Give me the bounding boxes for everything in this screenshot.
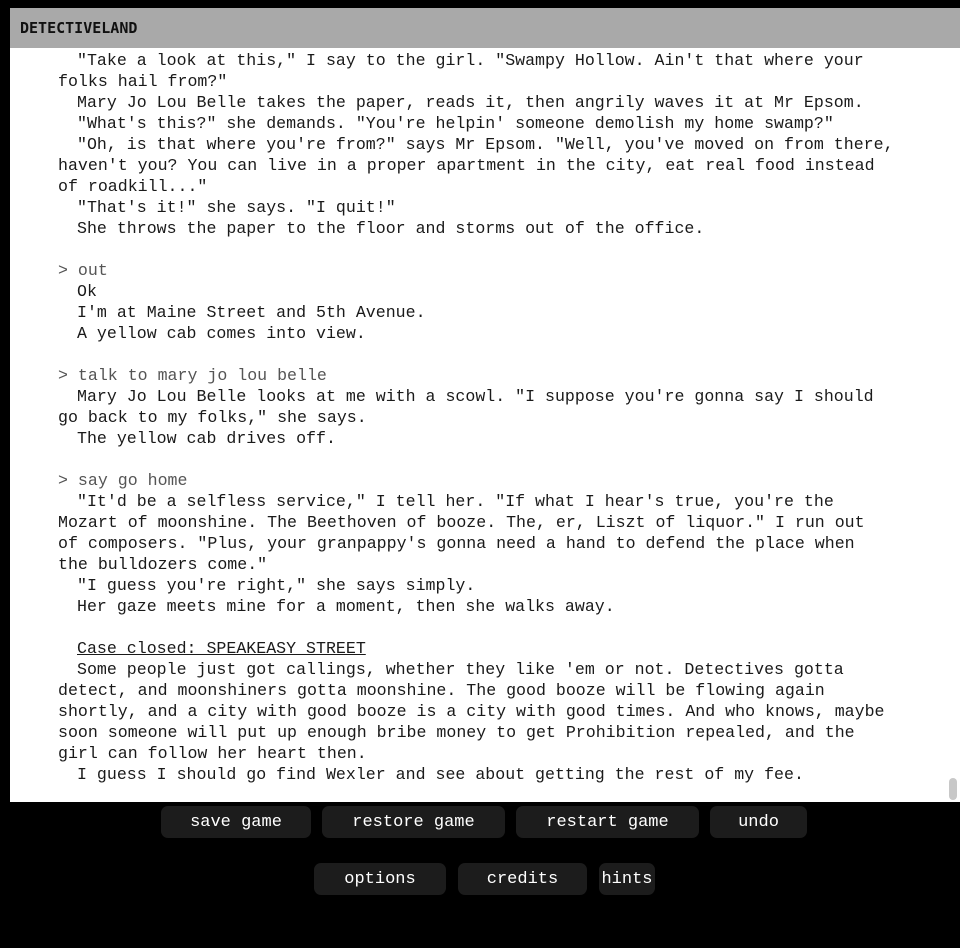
- blank-line: [58, 344, 894, 365]
- story-paragraph: "That's it!" she says. "I quit!": [77, 198, 396, 217]
- story-paragraph: I guess I should go find Wexler and see about getting the rest of my fee.: [77, 765, 804, 784]
- options-button[interactable]: options: [314, 863, 446, 895]
- player-command: > talk to mary jo lou belle: [58, 366, 327, 385]
- player-command: > say go home: [58, 471, 188, 490]
- command-button-bar: [0, 802, 960, 948]
- story-paragraph: A yellow cab comes into view.: [77, 324, 366, 343]
- story-paragraph: "Oh, is that where you're from?" says Mr Epsom. "Well, you've moved on from there, haven't you? You can live in a proper apartment in the city, eat real food instead of roadkill...": [58, 135, 894, 196]
- story-paragraph: Ok: [77, 282, 97, 301]
- story-paragraph: I'm at Maine Street and 5th Avenue.: [77, 303, 426, 322]
- case-closed-heading: Case closed: SPEAKEASY STREET: [77, 639, 366, 658]
- story-paragraph: Her gaze meets mine for a moment, then she walks away.: [77, 597, 615, 616]
- restart-game-button[interactable]: restart game: [516, 806, 699, 838]
- story-text: [58, 50, 894, 785]
- story-paragraph: "I guess you're right," she says simply.: [77, 576, 476, 595]
- story-paragraph: Mary Jo Lou Belle takes the paper, reads it, then angrily waves it at Mr Epsom.: [77, 93, 864, 112]
- undo-button[interactable]: undo: [710, 806, 807, 838]
- restore-game-button[interactable]: restore game: [322, 806, 505, 838]
- credits-button[interactable]: credits: [458, 863, 587, 895]
- story-paragraph: She throws the paper to the floor and storms out of the office.: [77, 219, 705, 238]
- story-paragraph: Mary Jo Lou Belle looks at me with a scowl. "I suppose you're gonna say I should go back to my folks," she says.: [58, 387, 874, 427]
- game-title-bar: [10, 8, 960, 48]
- story-paragraph: The yellow cab drives off.: [77, 429, 336, 448]
- story-paragraph: Some people just got callings, whether they like 'em or not. Detectives gotta detect, and moonshiners gotta moonshine. The good booze will be flowing again shortly, and a city with good booze is a city with good times. And who knows, maybe soon someone will put up enough bribe money to get Prohibition repealed, and the girl can follow her heart then.: [58, 660, 885, 763]
- blank-line: [58, 617, 894, 638]
- game-title: DETECTIVELAND: [20, 19, 138, 37]
- scrollbar[interactable]: [946, 48, 960, 802]
- scrollbar-thumb[interactable]: [949, 778, 957, 800]
- story-paragraph: "What's this?" she demands. "You're helpin' someone demolish my home swamp?": [77, 114, 834, 133]
- story-paragraph: "It'd be a selfless service," I tell her. "If what I hear's true, you're the Mozart of moonshine. The Beethoven of booze. The, er, Liszt of liquor." I run out of composers. "Plus, your granpappy's gonna need a hand to defend the place when the bulldozers come.": [58, 492, 865, 574]
- blank-line: [58, 239, 894, 260]
- story-paragraph: "Take a look at this," I say to the girl. "Swampy Hollow. Ain't that where your folks hail from?": [58, 51, 864, 91]
- story-transcript[interactable]: [10, 48, 960, 802]
- player-command: > out: [58, 261, 108, 280]
- save-game-button[interactable]: save game: [161, 806, 311, 838]
- blank-line: [58, 449, 894, 470]
- hints-button[interactable]: hints: [599, 863, 655, 895]
